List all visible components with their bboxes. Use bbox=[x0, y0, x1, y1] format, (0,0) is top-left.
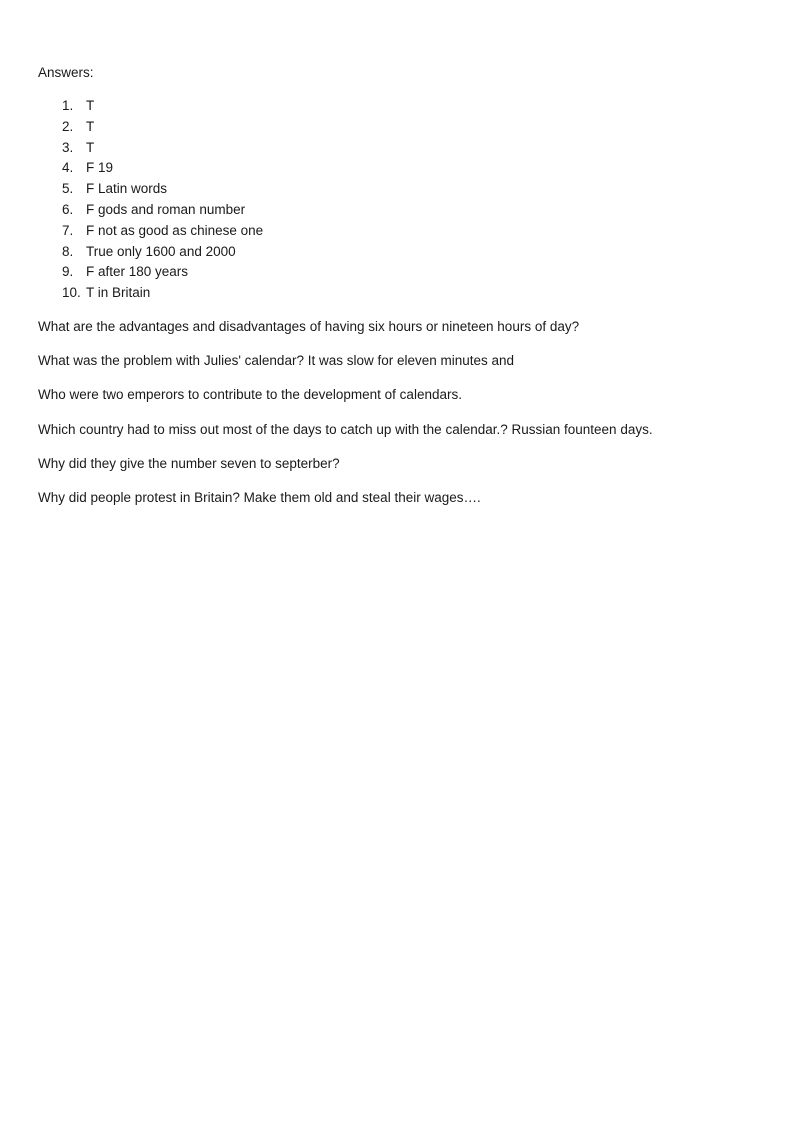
list-item-number: 1. bbox=[62, 98, 74, 113]
list-item-number: 9. bbox=[62, 264, 74, 280]
list-item-text: T bbox=[86, 98, 95, 113]
list-item bbox=[38, 97, 263, 118]
answers-heading: Answers: bbox=[38, 65, 94, 80]
list-item bbox=[38, 222, 263, 243]
list-item-number: 2. bbox=[62, 118, 74, 134]
list-item bbox=[38, 159, 263, 180]
list-item-text: F 19 bbox=[86, 160, 114, 176]
list-item-text: T in Britain bbox=[86, 285, 151, 301]
question-paragraph: Which country had to miss out most of the days to catch up with the calendar.? Russian founteen days. bbox=[38, 421, 653, 437]
list-item bbox=[38, 118, 263, 139]
question-paragraph: Why did people protest in Britain? Make them old and steal their wages…. bbox=[38, 489, 481, 505]
list-item-number: 8. bbox=[62, 243, 74, 259]
list-item-text: F after 180 years bbox=[86, 264, 189, 280]
list-item bbox=[38, 201, 263, 222]
list-item-text: T bbox=[86, 139, 95, 155]
list-item-text: F not as good as chinese one bbox=[86, 222, 264, 238]
question-paragraph: What are the advantages and disadvantages of having six hours or nineteen hours of day? bbox=[38, 319, 580, 334]
list-item bbox=[38, 284, 263, 305]
question-paragraph: Who were two emperors to contribute to the development of calendars. bbox=[38, 387, 462, 403]
list-item-text: T bbox=[86, 118, 95, 134]
list-item-number: 6. bbox=[62, 201, 74, 217]
list-item bbox=[38, 139, 263, 160]
list-item-text: F Latin words bbox=[86, 181, 168, 197]
list-item bbox=[38, 180, 263, 201]
question-paragraph: What was the problem with Julies' calendar? It was slow for eleven minutes and bbox=[38, 353, 515, 369]
list-item-number: 7. bbox=[62, 222, 74, 238]
list-item-text: F gods and roman number bbox=[86, 201, 246, 217]
questions-section bbox=[38, 318, 653, 523]
list-item-text: True only 1600 and 2000 bbox=[86, 243, 236, 259]
answers-list bbox=[38, 97, 263, 305]
list-item bbox=[38, 263, 263, 284]
list-item-number: 4. bbox=[62, 160, 74, 176]
question-paragraph: Why did they give the number seven to septerber? bbox=[38, 455, 340, 471]
list-item-number: 5. bbox=[62, 181, 74, 197]
list-item-number: 3. bbox=[62, 139, 74, 155]
list-item-number: 10. bbox=[62, 285, 81, 301]
list-item bbox=[38, 243, 263, 264]
